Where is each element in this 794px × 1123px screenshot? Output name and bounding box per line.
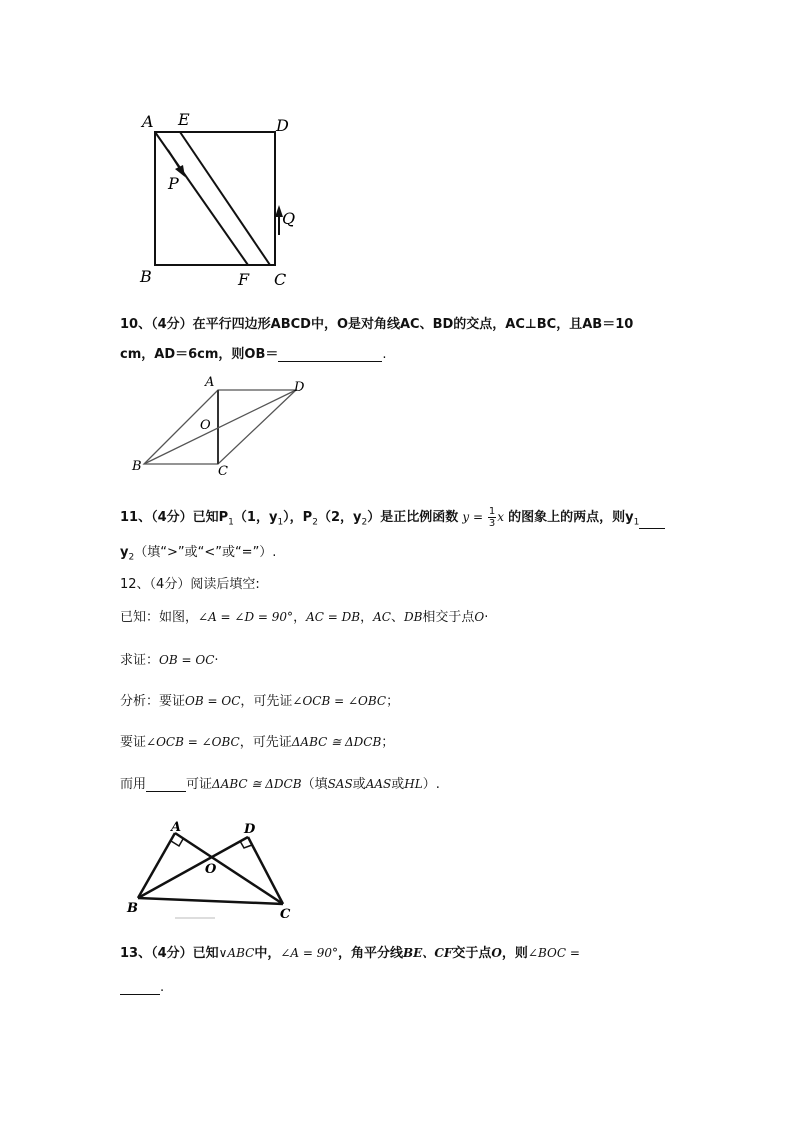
q12-step2 bbox=[120, 731, 394, 750]
q13-line1 bbox=[120, 942, 580, 961]
q12-step3-text: 可证 bbox=[186, 777, 213, 792]
q12-prove-label: 求证： bbox=[120, 653, 160, 668]
q12-analysis-end: ； bbox=[386, 694, 400, 709]
label-o: O bbox=[205, 862, 217, 877]
q12-step2-text: ，可先证 bbox=[239, 735, 292, 750]
label-b: B bbox=[127, 901, 138, 916]
q12-step3-or2: 或 bbox=[391, 777, 405, 792]
figure-square-svg bbox=[130, 105, 320, 295]
label-d: D bbox=[276, 116, 289, 135]
q12-analysis-text: ，可先证 bbox=[240, 694, 293, 709]
q11-line2 bbox=[120, 541, 276, 563]
q12-known-math3: AC bbox=[373, 610, 391, 624]
q11-text2: （1，y bbox=[233, 510, 278, 525]
q12-known-sep2: ， bbox=[360, 610, 374, 625]
q11-text3: ），P bbox=[283, 510, 313, 525]
q13-math2: ∠A = 90° bbox=[280, 946, 339, 960]
label-f: F bbox=[238, 270, 250, 289]
q12-answer-blank[interactable] bbox=[146, 779, 186, 792]
label-b: B bbox=[132, 459, 142, 474]
q11-frac-num: 1 bbox=[488, 506, 496, 517]
label-c: C bbox=[274, 270, 287, 289]
q12-known-math2: AC = DB bbox=[306, 610, 361, 624]
q12-known-sep1: ， bbox=[293, 610, 307, 625]
q12-step3-label: 而用 bbox=[120, 777, 147, 792]
figure-parallelogram bbox=[128, 372, 328, 482]
q12-known-text: 相交于点 bbox=[422, 610, 475, 625]
q13-end: . bbox=[160, 980, 165, 995]
q12-known-math4: DB bbox=[403, 610, 423, 624]
q12-prove-end: · bbox=[214, 653, 219, 668]
q13-bold1: BE、CF bbox=[403, 946, 453, 960]
q10-answer-blank[interactable] bbox=[278, 349, 382, 362]
q12-known-math1: ∠A = ∠D = 90° bbox=[198, 610, 294, 624]
q12-step2-end: ； bbox=[381, 735, 395, 750]
q13-answer-blank[interactable] bbox=[120, 982, 160, 995]
q12-prove-math: OB = OC bbox=[159, 653, 215, 667]
q12-step3-or1: 或 bbox=[352, 777, 366, 792]
q11-formula-y: y = bbox=[462, 510, 487, 524]
figure-square bbox=[130, 105, 320, 295]
q12-step3-math2: SAS bbox=[327, 777, 353, 791]
q13-text3: ，角平分线 bbox=[338, 946, 404, 961]
q11-text4: （2，y bbox=[317, 510, 362, 525]
q11-sub2: 1 bbox=[277, 517, 284, 528]
q12-step3-math4: HL bbox=[404, 777, 423, 791]
q10-text2: cm，AD＝6cm，则OB＝ bbox=[120, 347, 279, 362]
q11-sub4: 2 bbox=[361, 517, 368, 528]
q12-step3-end: ）. bbox=[422, 777, 440, 792]
q13-line2 bbox=[120, 980, 164, 995]
q11-text5: ）是正比例函数 bbox=[367, 510, 459, 525]
q11-line2-y: y bbox=[120, 545, 129, 560]
q11-line2-text: （填“>”或“<”或“=”）. bbox=[134, 545, 277, 560]
q10-end: . bbox=[382, 347, 387, 362]
q11-text6: 的图象上的两点，则y bbox=[508, 510, 634, 525]
q12-known-math5: O bbox=[474, 610, 485, 624]
q11-frac-den: 3 bbox=[488, 518, 496, 529]
q12-step3-math1: ΔABC ≅ ΔDCB bbox=[212, 777, 302, 791]
q12-title-text: 12、（4分）阅读后填空: bbox=[120, 577, 260, 592]
figure-triangles bbox=[120, 815, 305, 925]
q12-step2-math1: ∠OCB = ∠OBC bbox=[146, 735, 240, 749]
q11-answer-blank[interactable] bbox=[639, 516, 665, 529]
label-d: D bbox=[294, 380, 305, 395]
q12-analysis-math1: OB = OC bbox=[185, 694, 241, 708]
label-q: Q bbox=[282, 209, 296, 228]
q13-math3: ∠BOC = bbox=[527, 946, 580, 960]
segment-ef bbox=[180, 132, 270, 265]
q12-known-end: · bbox=[484, 610, 489, 625]
right-angle-a bbox=[171, 839, 183, 846]
q12-known-label: 已知：如图， bbox=[120, 610, 199, 625]
label-c: C bbox=[218, 464, 228, 479]
q10-line2 bbox=[120, 343, 387, 362]
figure-triangles-svg bbox=[120, 815, 305, 925]
q12-step2-math2: ΔABC ≅ ΔDCB bbox=[291, 735, 382, 749]
diagonal-bd bbox=[144, 390, 296, 464]
q11-text1: 11、（4分）已知P bbox=[120, 510, 229, 525]
label-o: O bbox=[200, 418, 211, 433]
label-e: E bbox=[178, 110, 190, 129]
q12-analysis-label: 分析：要证 bbox=[120, 694, 186, 709]
segment-bc bbox=[138, 898, 283, 904]
label-a: A bbox=[205, 375, 215, 390]
q13-text2: 中， bbox=[254, 946, 281, 961]
q12-known-sep3: 、 bbox=[390, 610, 404, 625]
label-p: P bbox=[168, 174, 179, 193]
q11-line2-sub: 2 bbox=[128, 552, 135, 563]
q12-analysis bbox=[120, 690, 399, 709]
q13-math1: ∨ABC bbox=[218, 946, 255, 960]
label-d: D bbox=[244, 822, 256, 837]
q12-step2-label: 要证 bbox=[120, 735, 147, 750]
q12-known bbox=[120, 606, 488, 625]
q11-line1 bbox=[120, 506, 665, 529]
q12-step3 bbox=[120, 773, 440, 792]
q11-sub1: 1 bbox=[228, 517, 234, 528]
q13-text1: 13、（4分）已知 bbox=[120, 946, 219, 961]
q10-line1 bbox=[120, 313, 633, 332]
q10-text: 10、（4分）在平行四边形ABCD中，O是对角线AC、BD的交点，AC⊥BC，且AB＝10 bbox=[120, 317, 634, 332]
q13-bold2: O bbox=[491, 946, 502, 960]
label-c: C bbox=[280, 907, 291, 922]
figure-parallelogram-svg bbox=[128, 372, 328, 482]
q12-step3-text2: （填 bbox=[301, 777, 328, 792]
q13-text4: 交于点 bbox=[452, 946, 492, 961]
q12-title bbox=[120, 573, 260, 592]
q12-prove bbox=[120, 649, 219, 668]
label-a: A bbox=[171, 820, 182, 835]
q12-analysis-math2: ∠OCB = ∠OBC bbox=[292, 694, 387, 708]
q11-sub3: 2 bbox=[312, 517, 318, 528]
label-a: A bbox=[142, 112, 154, 131]
q13-text5: ，则 bbox=[501, 946, 528, 961]
label-b: B bbox=[140, 267, 152, 286]
q11-fraction bbox=[488, 506, 496, 529]
q11-sub5: 1 bbox=[633, 517, 640, 528]
q12-step3-math3: AAS bbox=[365, 777, 392, 791]
q11-formula-x: x bbox=[497, 510, 504, 524]
